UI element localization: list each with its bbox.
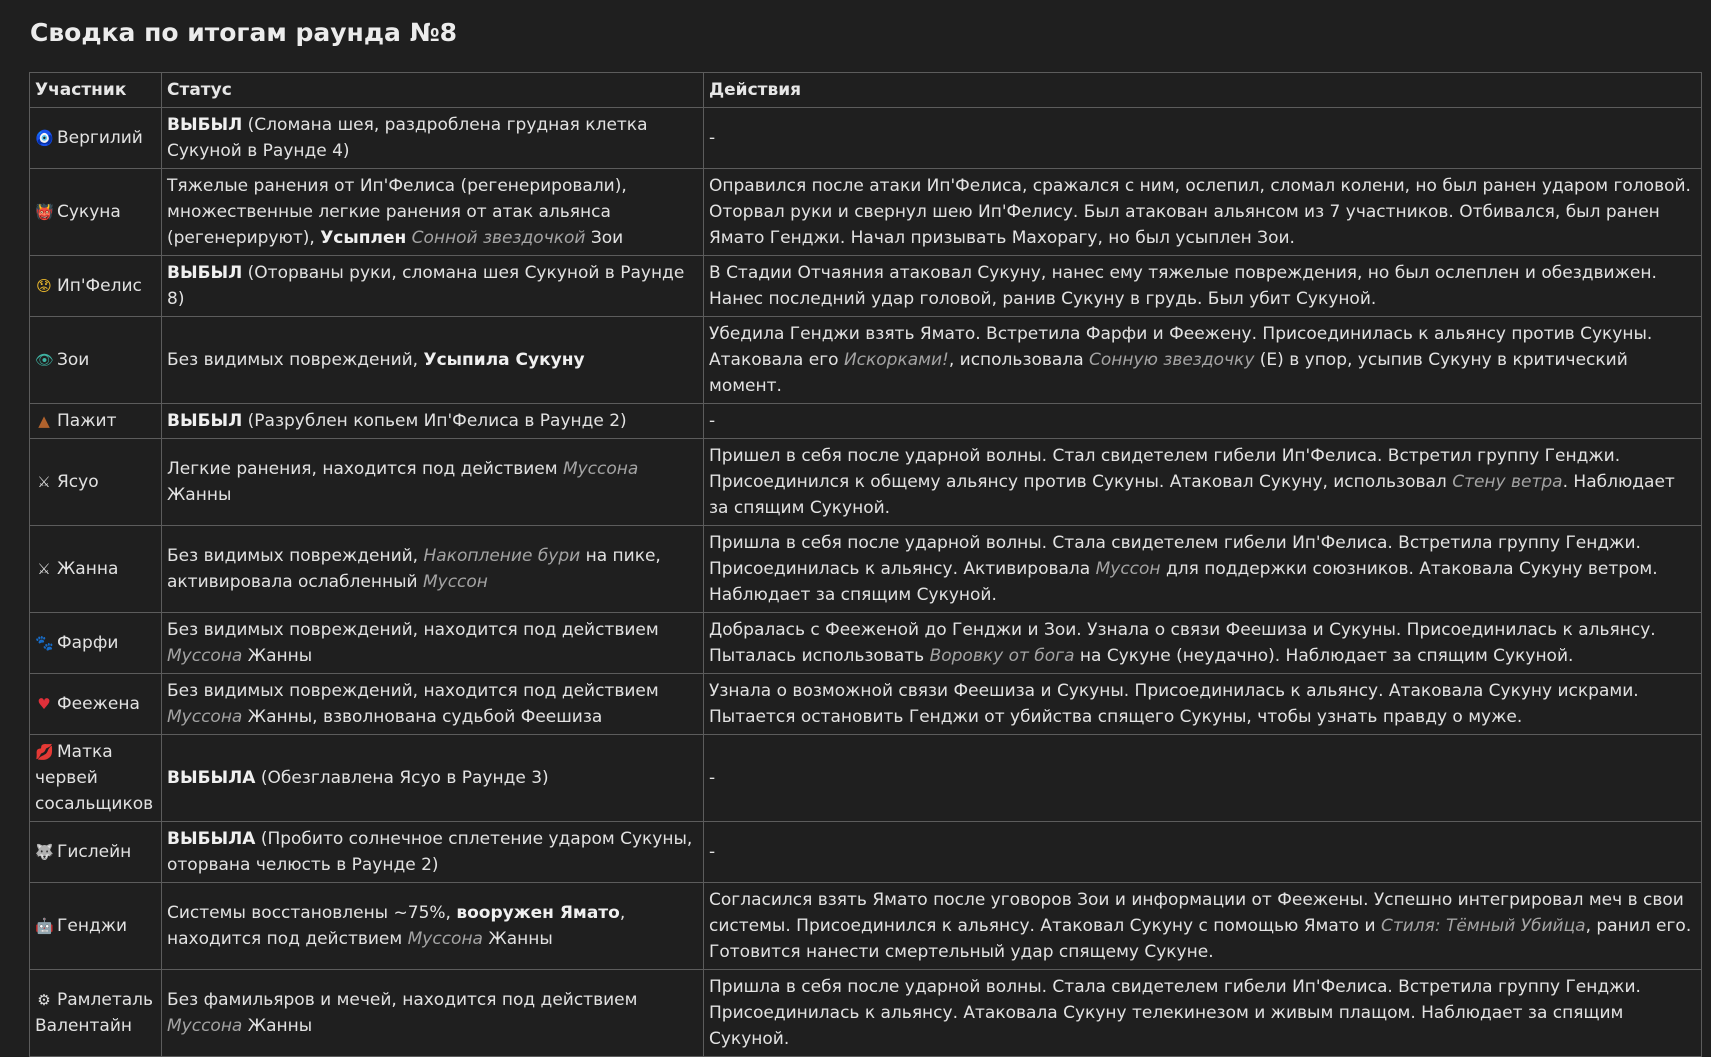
table-row [30,526,1702,613]
text-segment: , ранил его. Готовится нанести смертельный удар спящему Сукуне. [709,916,1692,962]
text-segment: (Обезглавлена Ясуо в Раунде 3) [255,768,549,788]
text-segment: (Пробито солнечное сплетение ударом Сукуны, оторвана челюсть в Раунде 2) [167,829,693,875]
status-cell [162,256,704,317]
table-row [30,439,1702,526]
bold-text: Усыплен [320,228,407,248]
status-cell [162,883,704,970]
participant-name: Фарфи [57,633,119,653]
participant-cell [30,404,162,439]
text-segment: Узнала о возможной связи Феешиза и Сукуны. Присоединилась к альянсу. Атаковала Сукуну искрами. Пытается остановить Генджи от убийства спящего Сукуны, чтобы узнать правду о муже. [709,681,1639,727]
status-cell [162,439,704,526]
table-header-row [30,73,1702,108]
text-segment: Без видимых повреждений, находится под действием [167,681,659,701]
ability-name: Муссон [422,572,488,592]
text-segment: (E) в упор, усыпив Сукуну в критический момент. [709,350,1628,396]
text-segment: для поддержки союзников. Атаковала Сукуну ветром. Наблюдает за спящим Сукуной. [709,559,1658,605]
actions-cell [704,970,1702,1057]
table-row [30,674,1702,735]
participant-cell [30,526,162,613]
table-row [30,970,1702,1057]
table-row [30,169,1702,256]
text-segment: (Разрублен копьем Ип'Фелиса в Раунде 2) [242,411,627,431]
text-segment: Убедила Генджи взять Ямато. Встретила Фарфи и Феежену. Присоединилась к альянсу против Сукуны. Атаковала его [709,324,1653,370]
participant-name: Пажит [57,411,117,431]
ability-name: Муссона [407,929,483,949]
text-segment: Системы восстановлены ~75%, [167,903,457,923]
participant-name: Генджи [57,916,128,936]
actions-cell [704,613,1702,674]
text-segment: Тяжелые ранения от Ип'Фелиса (регенерировали), множественные легкие ранения от атак альянса (регенерируют), [167,176,627,248]
participant-cell [30,108,162,169]
paw-prints-icon: 🐾 [35,634,54,652]
text-segment: - [709,768,716,788]
text-segment: Жанны [482,929,553,949]
eye-icon: 👁 [35,351,55,369]
text-segment: на Сукуне (неудачно). Наблюдает за спящим Сукуной. [1074,646,1574,666]
ability-name: Муссона [167,646,243,666]
ability-name: Сонную звездочку [1089,350,1255,370]
text-segment: , использовала [948,350,1090,370]
bold-text: ВЫБЫЛ [167,115,243,135]
participant-cell [30,169,162,256]
actions-cell [704,256,1702,317]
text-segment: на пике, активировала ослабленный [167,546,661,592]
participant-name: Ясуо [57,472,99,492]
gear-icon: ⚙ [37,991,51,1009]
actions-cell [704,108,1702,169]
actions-cell [704,883,1702,970]
status-cell [162,613,704,674]
text-segment: Пришла в себя после ударной волны. Стала свидетелем гибели Ип'Фелиса. Встретила группу Генджи. Присоединилась к альянсу. Атаковала Сукуну телекинезом и живым плащом. Наблюдает за спящим Сукуной. [709,977,1641,1049]
ability-name: Искорками! [843,350,949,370]
actions-cell [704,822,1702,883]
ability-name: Стену ветра [1452,472,1563,492]
status-cell [162,970,704,1057]
participant-name: Феежена [57,694,140,714]
text-segment: Без видимых повреждений, [167,350,424,370]
crossed-swords-icon: ⚔ [37,473,51,491]
text-segment: - [709,128,716,148]
status-cell [162,822,704,883]
participant-cell [30,317,162,404]
text-segment: - [709,842,716,862]
text-segment: Зои [585,228,624,248]
ability-name: Муссона [167,707,243,727]
wolf-icon: 🐺 [35,843,54,861]
text-segment: Пришла в себя после ударной волны. Стала свидетелем гибели Ип'Фелиса. Встретила группу Генджи. Присоединилась к альянсу. Активировала [709,533,1641,579]
text-segment: , находится под действием [167,903,626,949]
crossed-swords-icon: ⚔ [37,560,51,578]
page-title: Сводка по итогам раунда №8 [30,18,458,47]
status-cell [162,674,704,735]
participant-cell [30,970,162,1057]
text-segment: Жанны [167,485,232,505]
actions-cell [704,439,1702,526]
text-segment: (Оторваны руки, сломана шея Сукуной в Раунде 8) [167,263,685,309]
status-cell [162,108,704,169]
column-header-participant: Участник [30,73,162,108]
text-segment: Без видимых повреждений, [167,546,424,566]
text-segment: Легкие ранения, находится под действием [167,459,563,479]
status-cell [162,317,704,404]
table-row [30,735,1702,822]
table-row [30,613,1702,674]
demon-icon: 👹 [35,203,54,221]
status-cell [162,735,704,822]
participant-name: Зои [57,350,90,370]
table-body [30,108,1702,1057]
lips-icon: 💋 [35,743,54,761]
text-segment: Согласился взять Ямато после уговоров Зои и информации от Феежены. Успешно интегрировал меч в свои системы. Присоединился к альянсу. Атаковал Сукуну с помощью Ямато и [709,890,1684,936]
participant-name: Рамлеталь Валентайн [35,990,154,1036]
participant-cell [30,822,162,883]
participant-name: Жанна [57,559,119,579]
bold-text: вооружен Ямато [456,903,620,923]
status-cell [162,404,704,439]
participant-name: Гислейн [57,842,132,862]
robot-icon: 🤖 [35,917,54,935]
text-segment: Жанны, взволнована судьбой Феешиза [242,707,603,727]
bold-text: ВЫБЫЛА [167,768,256,788]
table-row [30,822,1702,883]
participant-cell [30,883,162,970]
text-segment: Пришел в себя после ударной волны. Стал свидетелем гибели Ип'Фелиса. Встретил группу Генджи. Присоединился к общему альянсу против Сукуны. Атаковал Сукуну, использовал [709,446,1621,492]
ability-name: Муссона [562,459,639,479]
text-segment: Без фамильяров и мечей, находится под действием [167,990,638,1010]
participant-cell [30,674,162,735]
text-segment: Жанны [242,1016,313,1036]
participant-name: Сукуна [57,202,121,222]
actions-cell [704,674,1702,735]
table-row [30,108,1702,169]
participant-cell [30,256,162,317]
ability-name: Накопление бури [423,546,581,566]
sad-face-icon: 😟 [36,277,52,295]
table-row [30,317,1702,404]
ability-name: Муссон [1095,559,1161,579]
ability-name: Муссона [167,1016,243,1036]
column-header-actions: Действия [704,73,1702,108]
participant-cell [30,735,162,822]
round-summary-table [29,72,1702,1057]
ability-name: Стиля: Тёмный Убийца [1380,916,1586,936]
table-row [30,256,1702,317]
text-segment: (Сломана шея, раздроблена грудная клетка Сукуной в Раунде 4) [167,115,648,161]
text-segment: . Наблюдает за спящим Сукуной. [709,472,1675,518]
actions-cell [704,404,1702,439]
bold-text: ВЫБЫЛ [167,263,243,283]
text-segment: Оправился после атаки Ип'Фелиса, сражался с ним, ослепил, сломал колени, но был ранен ударом головой. Оторвал руки и свернул шею Ип'Фелису. Был атакован альянсом из 7 участников. Отбивался, был ранен Ямато Генджи. Начал призывать Махорагу, но был усыплен Зои. [709,176,1691,248]
actions-cell [704,169,1702,256]
bold-text: ВЫБЫЛ [167,411,243,431]
heart-icon: ♥ [37,695,51,713]
bold-text: Усыпила Сукуну [423,350,585,370]
text-segment: В Стадии Отчаяния атаковал Сукуну, нанес ему тяжелые повреждения, но был ослеплен и обездвижен. Нанес последний удар головой, ранив Сукуну в грудь. Был убит Сукуной. [709,263,1657,309]
participant-name: Ип'Фелис [57,276,142,296]
participant-name: Матка червей сосальщиков [35,742,154,814]
participant-cell [30,439,162,526]
text-segment: Добралась с Фееженой до Генджи и Зои. Узнала о связи Феешиза и Сукуны. Присоединилась к альянсу. Пыталась использовать [709,620,1656,666]
participant-name: Вергилий [57,128,143,148]
table-row [30,404,1702,439]
bold-text: ВЫБЫЛА [167,829,256,849]
text-segment: Жанны [242,646,313,666]
text-segment: - [709,411,716,431]
text-segment: Без видимых повреждений, находится под действием [167,620,659,640]
participant-cell [30,613,162,674]
pile-icon: ▲ [38,412,50,430]
actions-cell [704,735,1702,822]
blue-orb-icon: 🧿 [35,129,54,147]
status-cell [162,169,704,256]
actions-cell [704,526,1702,613]
column-header-status: Статус [162,73,704,108]
ability-name: Воровку от бога [929,646,1075,666]
actions-cell [704,317,1702,404]
status-cell [162,526,704,613]
table-row [30,883,1702,970]
ability-name: Сонной звездочкой [411,228,586,248]
